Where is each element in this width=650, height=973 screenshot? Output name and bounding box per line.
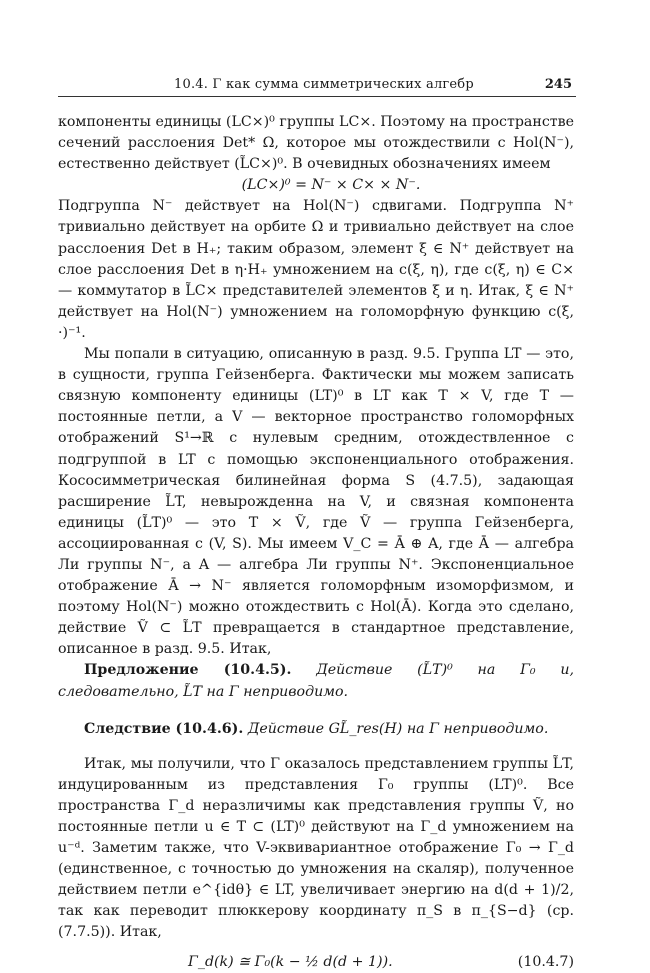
page-header [58, 74, 576, 97]
formula-loop-group-decomposition: (LC×)⁰ = N⁻ × C× × N⁻. [241, 177, 421, 194]
equation-number: (10.4.7) [517, 953, 574, 970]
page-body [58, 112, 574, 973]
proposition-text: Действие (L̃T)⁰ на Γ₀ и, следовательно, L̃T на Γ неприводимо. [58, 662, 574, 700]
formula-10-4-7 [58, 952, 574, 973]
paragraph-2: Подгруппа N⁻ действует на Hol(N⁻) сдвигами. Подгруппа N⁺ тривиально действует на орбите Ω и тривиально действует на слое расслоения Det в H₊; таким образом, элемент ξ ∈ N⁺ действует на слое расслоения Det в η·H₊ умножением на c(ξ, η), где c(ξ, η) ∈ C× — коммутатор в L̃C× представителей элементов ξ и η. Итак, ξ ∈ N⁺ действует на Hol(N⁻) умножением на голоморфную функцию c(ξ, ·)⁻¹. [58, 198, 574, 341]
corollary-text: Действие GL̃_res(H) на Γ неприводимо. [247, 720, 549, 737]
paragraph-3: Мы попали в ситуацию, описанную в разд. 9.5. Группа LT — это, в сущности, группа Гейзенберга. Фактически мы можем записать связную компоненту единицы (LT)⁰ в LT как T × V, где T — постоянные петли, а V — векторное пространство голоморфных отображений S¹→ℝ с нулевым средним, отождествленное с подгруппой в LT с помощью экспоненциального отображения. Кососимметрическая билинейная форма S (4.7.5), задающая расширение L̃T, невырожденна на V, и связная компонента единицы (L̃T)⁰ — это T × Ṽ, где Ṽ — группа Гейзенберга, ассоциированная с (V, S). Мы имеем V_C = Ā ⊕ A, где Ā — алгебра Ли группы N⁻, а A — алгебра Ли группы N⁺. Экспоненциальное отображение Ā → N⁻ является голоморфным изоморфизмом, и поэтому Hol(N⁻) можно отождествить с Hol(Ā). Когда это сделано, действие Ṽ ⊂ L̃T превращается в стандартное представление, описанное в разд. 9.5. Итак, [58, 346, 574, 658]
page-number: 245 [544, 77, 572, 92]
formula-energy-shift: Γ_d(k) ≅ Γ₀(k − ½ d(d + 1)). [188, 953, 393, 970]
paragraph-4: Итак, мы получили, что Γ оказалось представлением группы L̃T, индуцированным из представления Γ₀ группы (LT)⁰. Все пространства Γ_d неразличимы как представления группы Ṽ, но постоянные петли u ∈ T ⊂ (LT)⁰ действуют на Γ_d умножением на u⁻ᵈ. Заметим также, что V-эквивариантное отображение Γ₀ → Γ_d (единственное, с точностью до умножения на скаляр), полученное действием петли e^{idθ} ∈ LT, увеличивает энергию на d(d + 1)/2, так как переводит плюккерову координату π_S в π_{S−d} (ср. (7.7.5)). Итак, [58, 755, 574, 941]
running-head: 10.4. Γ как сумма симметрических алгебр [174, 77, 474, 92]
corollary-10-4-6 [58, 719, 574, 740]
proposition-10-4-5 [58, 660, 574, 702]
corollary-label: Следствие (10.4.6). [84, 720, 244, 737]
paragraph-1: компоненты единицы (LC×)⁰ группы LC×. Поэтому на пространстве сечений расслоения Det* Ω, которое мы отождествили с Hol(N⁻), естественно действует (L̃C×)⁰. В очевидных обозначениях имеем [58, 114, 574, 173]
proposition-label: Предложение (10.4.5). [84, 662, 292, 679]
